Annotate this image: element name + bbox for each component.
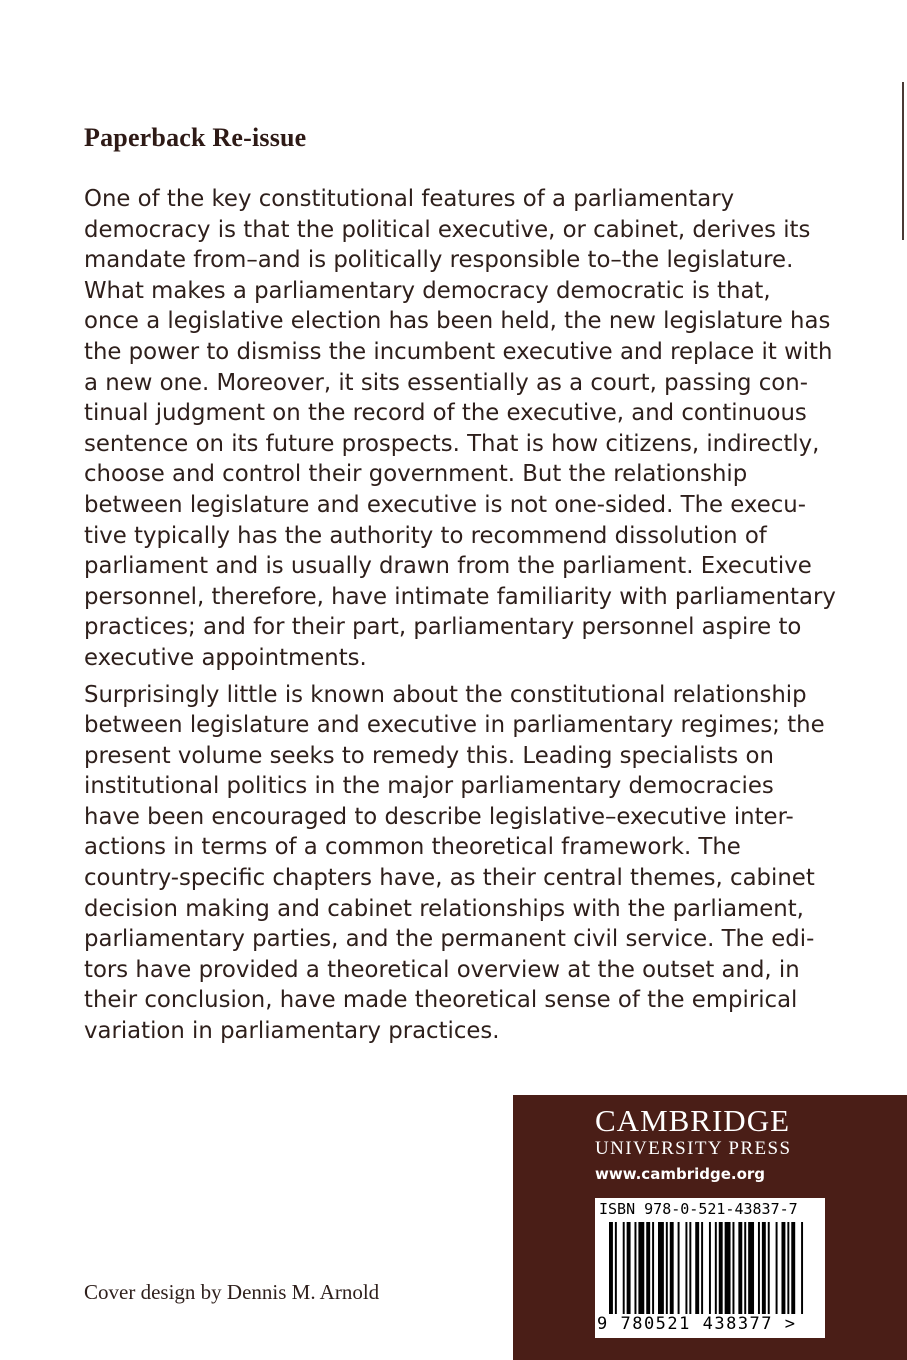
page-heading: Paperback Re-issue [84, 123, 307, 152]
publisher-url: www.cambridge.org [595, 1165, 766, 1183]
blurb-paragraph-1: One of the key constitutional features of a parliamentary democracy is that the political executive, or cabinet, derives its mandate from–and is politically responsible to–the legislature. What makes a parliamentary democracy democratic is that, once a legislative election has been held, the new legislature has the power to dismiss the incumbent executive and replace it with a new one. Moreover, it sits essentially as a court, passing con- tinual judgment on the record of the executive, and continuous sentence on its future prospects. That is how citizens, indirectly, choose and control their government. But the relationship between legislature and executive is not one-sided. The execu- tive typically has the authority to recommend dissolution of parliament and is usually drawn from the parliament. Executive personnel, therefore, have intimate familiarity with parliamentary practices; and for their part, parliamentary personnel aspire to executive appointments. [84, 186, 836, 671]
publisher-subname: UNIVERSITY PRESS [595, 1138, 792, 1159]
barcode-digits: 9 780521 438377 > [597, 1314, 797, 1334]
publisher-name: CAMBRIDGE [595, 1103, 791, 1138]
blurb-paragraph-2: Surprisingly little is known about the constitutional relationship between legislature and executive in parliamentary regimes; the present volume seeks to remedy this. Leading specialists on institutional politics in the major parliamentary democracies have been encouraged to describe legislative–executive inter- actions in terms of a common theoretical framework. The country-specific chapters have, as their central themes, cabinet decision making and cabinet relationships with the parliament, parliamentary parties, and the permanent civil service. The edi- tors have provided a theoretical overview at the outset and, in their conclusion, have made theoretical sense of the empirical variation in parliamentary practices. [84, 681, 825, 1045]
spine-edge-line [902, 82, 904, 240]
publisher-block [513, 1095, 907, 1360]
isbn-label: ISBN 978-0-521-43837-7 [599, 1200, 798, 1218]
blurb-text [84, 184, 844, 1047]
barcode-icon [609, 1222, 805, 1314]
barcode-box [595, 1198, 825, 1338]
cover-design-credit: Cover design by Dennis M. Arnold [84, 1280, 380, 1304]
